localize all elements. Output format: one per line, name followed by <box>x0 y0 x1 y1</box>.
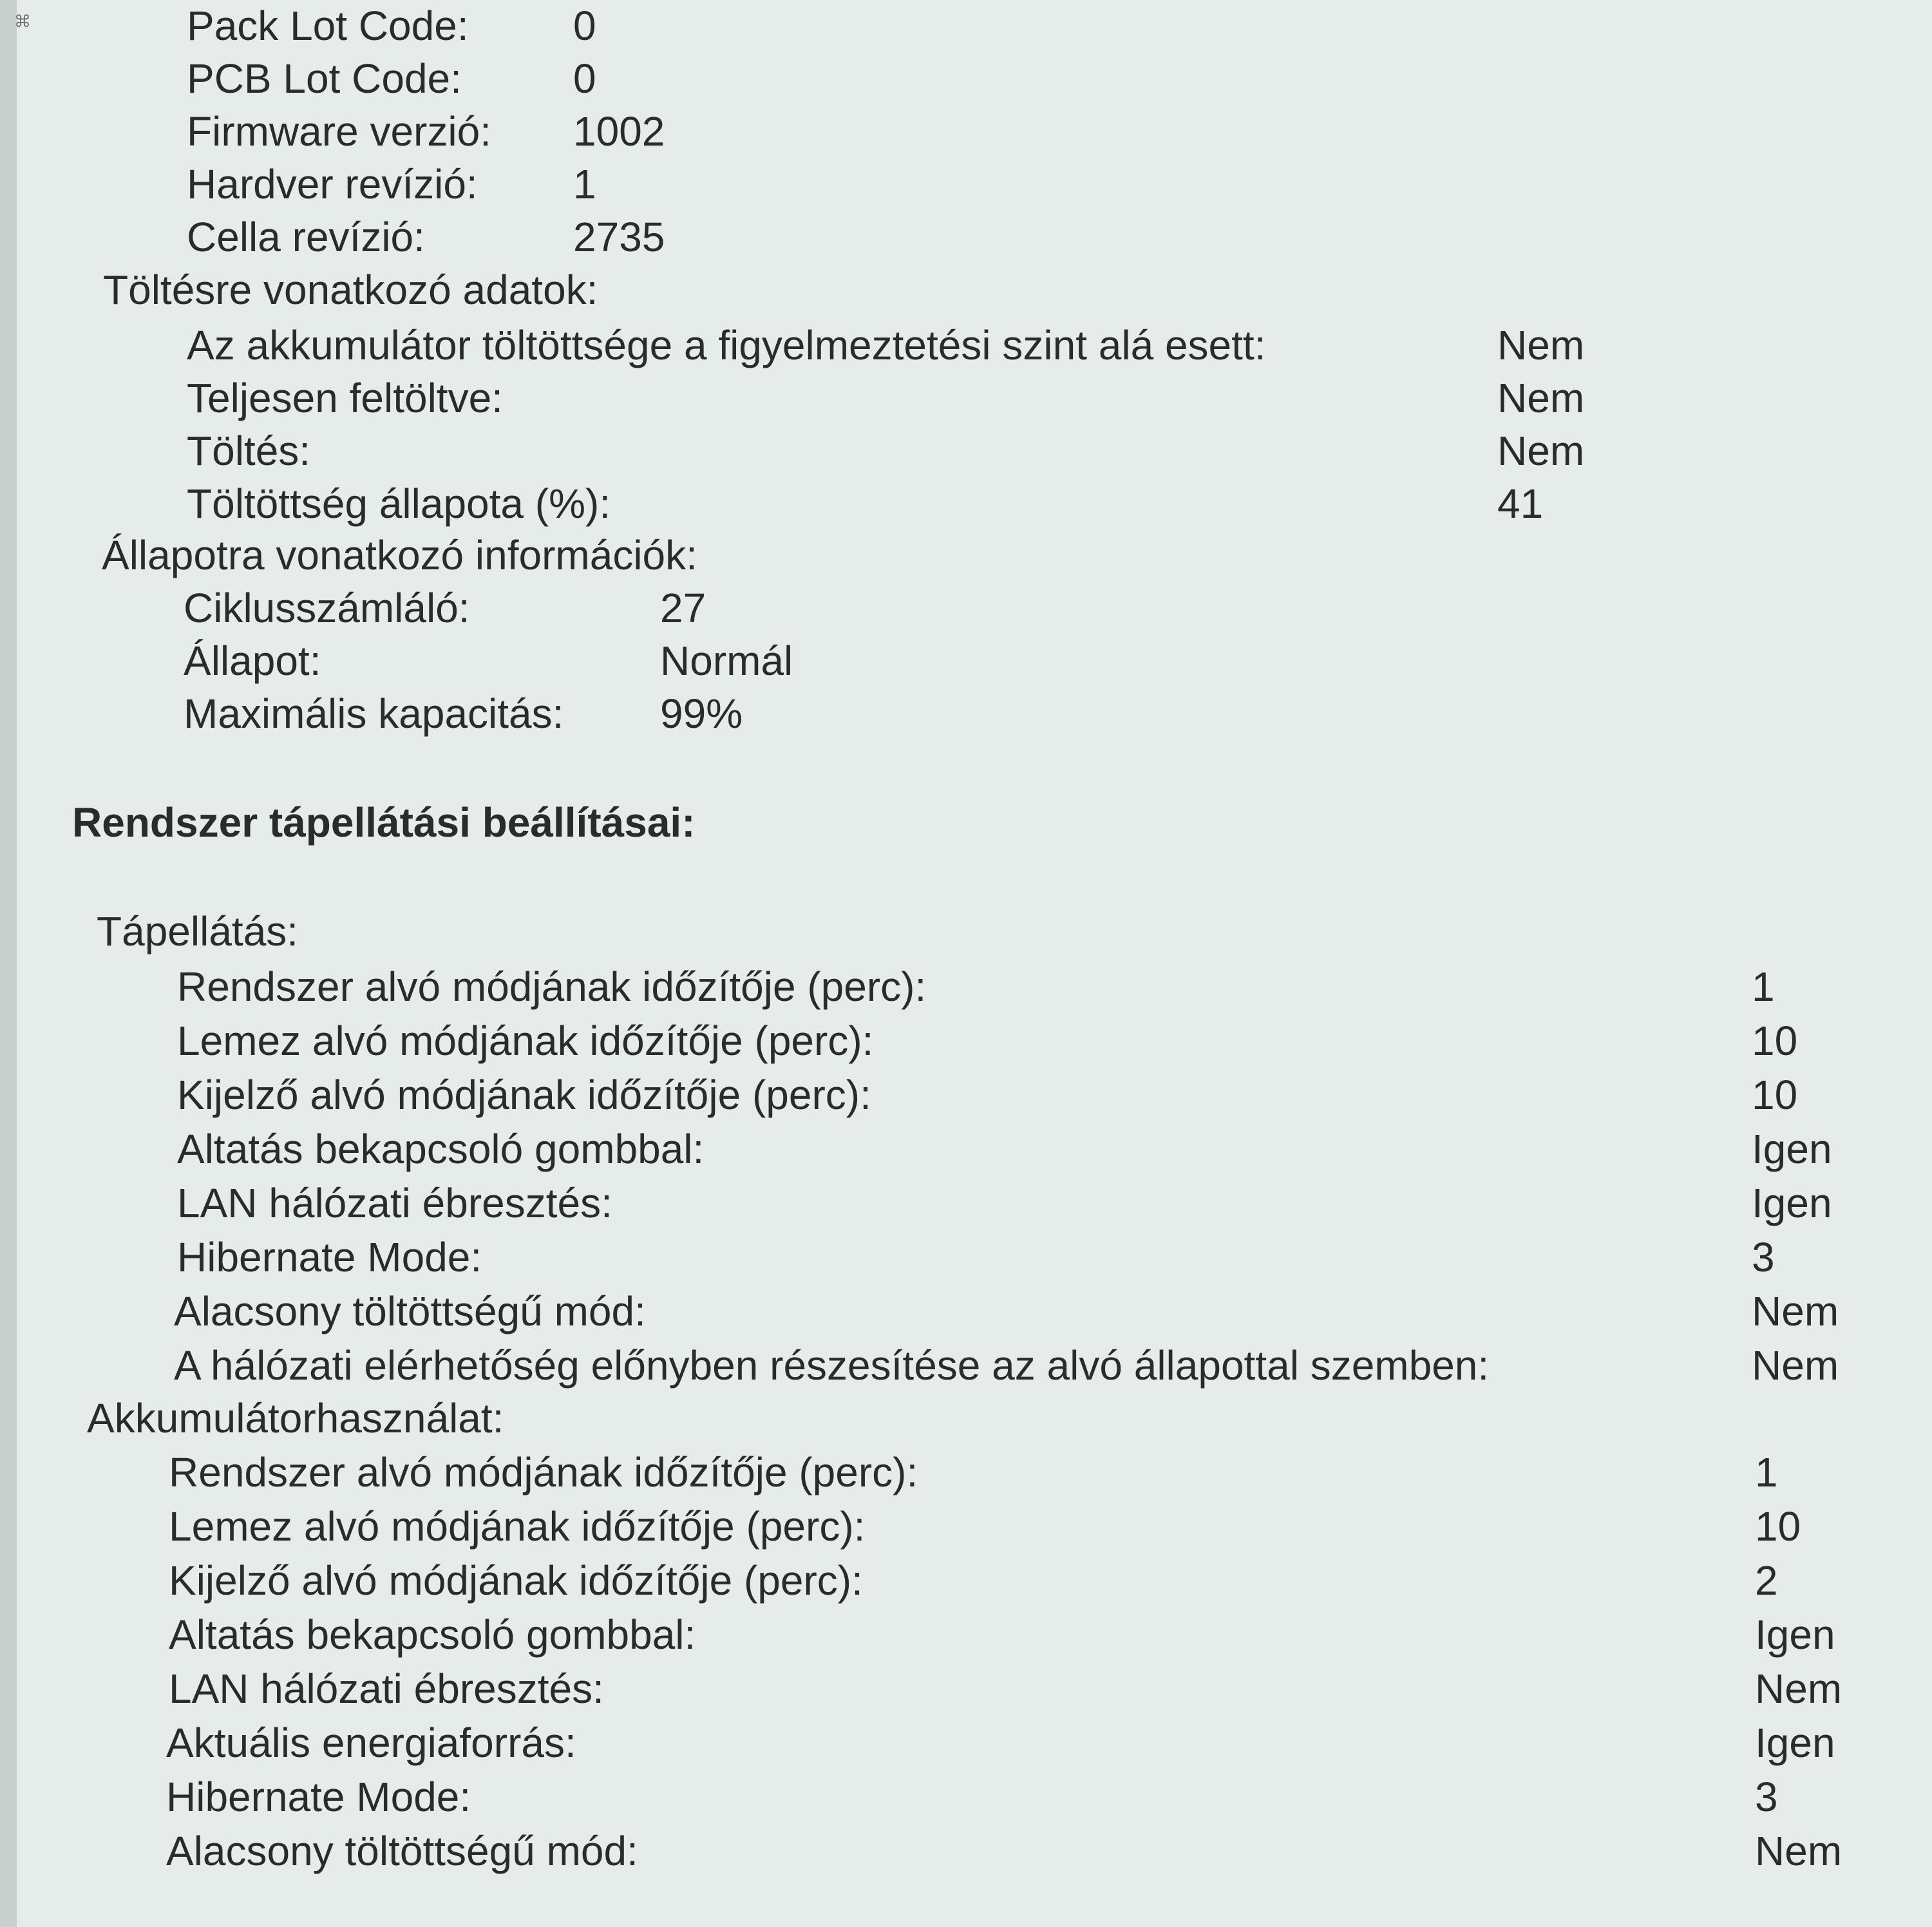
row-label: Töltés: <box>187 428 311 474</box>
row-value: Igen <box>1752 1180 1832 1226</box>
row-label: A hálózati elérhetőség előnyben részesítése az alvó állapottal szemben: <box>174 1342 1490 1389</box>
row-value: 10 <box>1752 1018 1798 1064</box>
row-value: 27 <box>660 585 706 631</box>
row-label: Lemez alvó módjának időzítője (perc): <box>169 1503 866 1550</box>
row-label: Alacsony töltöttségű mód: <box>174 1288 646 1334</box>
row-value: 41 <box>1497 480 1544 527</box>
battery-power-heading: Akkumulátorhasználat: <box>87 1395 504 1441</box>
row-value: 3 <box>1752 1234 1775 1280</box>
row-label: Maximális kapacitás: <box>184 690 564 737</box>
row-value: Igen <box>1755 1611 1835 1658</box>
row-label: PCB Lot Code: <box>187 55 462 102</box>
row-label: Altatás bekapcsoló gombbal: <box>169 1611 696 1658</box>
row-value: 10 <box>1752 1072 1798 1118</box>
row-label: Ciklusszámláló: <box>184 585 470 631</box>
row-value: 3 <box>1755 1774 1778 1820</box>
ac-power-heading: Tápellátás: <box>97 908 299 954</box>
row-value: 1002 <box>573 108 665 155</box>
row-value: 0 <box>573 55 596 102</box>
row-value: 10 <box>1755 1503 1801 1550</box>
row-label: Hardver revízió: <box>187 161 478 207</box>
row-label: Pack Lot Code: <box>187 3 469 49</box>
row-label: Állapot: <box>184 638 321 684</box>
row-value: Igen <box>1755 1720 1835 1766</box>
row-label: Firmware verzió: <box>187 108 491 155</box>
row-value: Nem <box>1755 1666 1842 1712</box>
row-label: Alacsony töltöttségű mód: <box>166 1828 638 1874</box>
row-label: Aktuális energiaforrás: <box>166 1720 576 1766</box>
row-value: 99% <box>660 690 743 737</box>
row-value: Igen <box>1752 1126 1832 1172</box>
row-value: 2735 <box>573 214 665 260</box>
row-label: Kijelző alvó módjának időzítője (perc): <box>177 1072 871 1118</box>
row-value: Nem <box>1497 322 1585 368</box>
row-label: Az akkumulátor töltöttsége a figyelmeztetési szint alá esett: <box>187 322 1266 368</box>
row-label: LAN hálózati ébresztés: <box>177 1180 612 1226</box>
row-label: Cella revízió: <box>187 214 425 260</box>
row-value: Nem <box>1497 375 1585 421</box>
row-value: Nem <box>1752 1288 1839 1334</box>
row-value: 2 <box>1755 1557 1778 1604</box>
row-value: 1 <box>1752 964 1775 1010</box>
row-label: Lemez alvó módjának időzítője (perc): <box>177 1018 874 1064</box>
row-label: Hibernate Mode: <box>177 1234 482 1280</box>
charge-info-heading: Töltésre vonatkozó adatok: <box>103 267 598 313</box>
row-value: 1 <box>1755 1449 1778 1495</box>
power-settings-title: Rendszer tápellátási beállításai: <box>72 799 696 846</box>
cursor-icon: ⌘ <box>14 12 31 31</box>
row-value: Nem <box>1755 1828 1842 1874</box>
row-value: Normál <box>660 638 793 684</box>
row-value: 1 <box>573 161 596 207</box>
row-label: Teljesen feltöltve: <box>187 375 503 421</box>
row-value: Nem <box>1497 428 1585 474</box>
row-label: Hibernate Mode: <box>166 1774 471 1820</box>
row-label: Altatás bekapcsoló gombbal: <box>177 1126 705 1172</box>
row-label: Rendszer alvó módjának időzítője (perc): <box>169 1449 918 1495</box>
row-label: Töltöttség állapota (%): <box>187 480 611 527</box>
row-label: Kijelző alvó módjának időzítője (perc): <box>169 1557 863 1604</box>
health-info-heading: Állapotra vonatkozó információk: <box>102 532 697 578</box>
row-label: LAN hálózati ébresztés: <box>169 1666 604 1712</box>
row-value: 0 <box>573 3 596 49</box>
row-value: Nem <box>1752 1342 1839 1389</box>
window-left-edge <box>0 0 17 1927</box>
row-label: Rendszer alvó módjának időzítője (perc): <box>177 964 927 1010</box>
